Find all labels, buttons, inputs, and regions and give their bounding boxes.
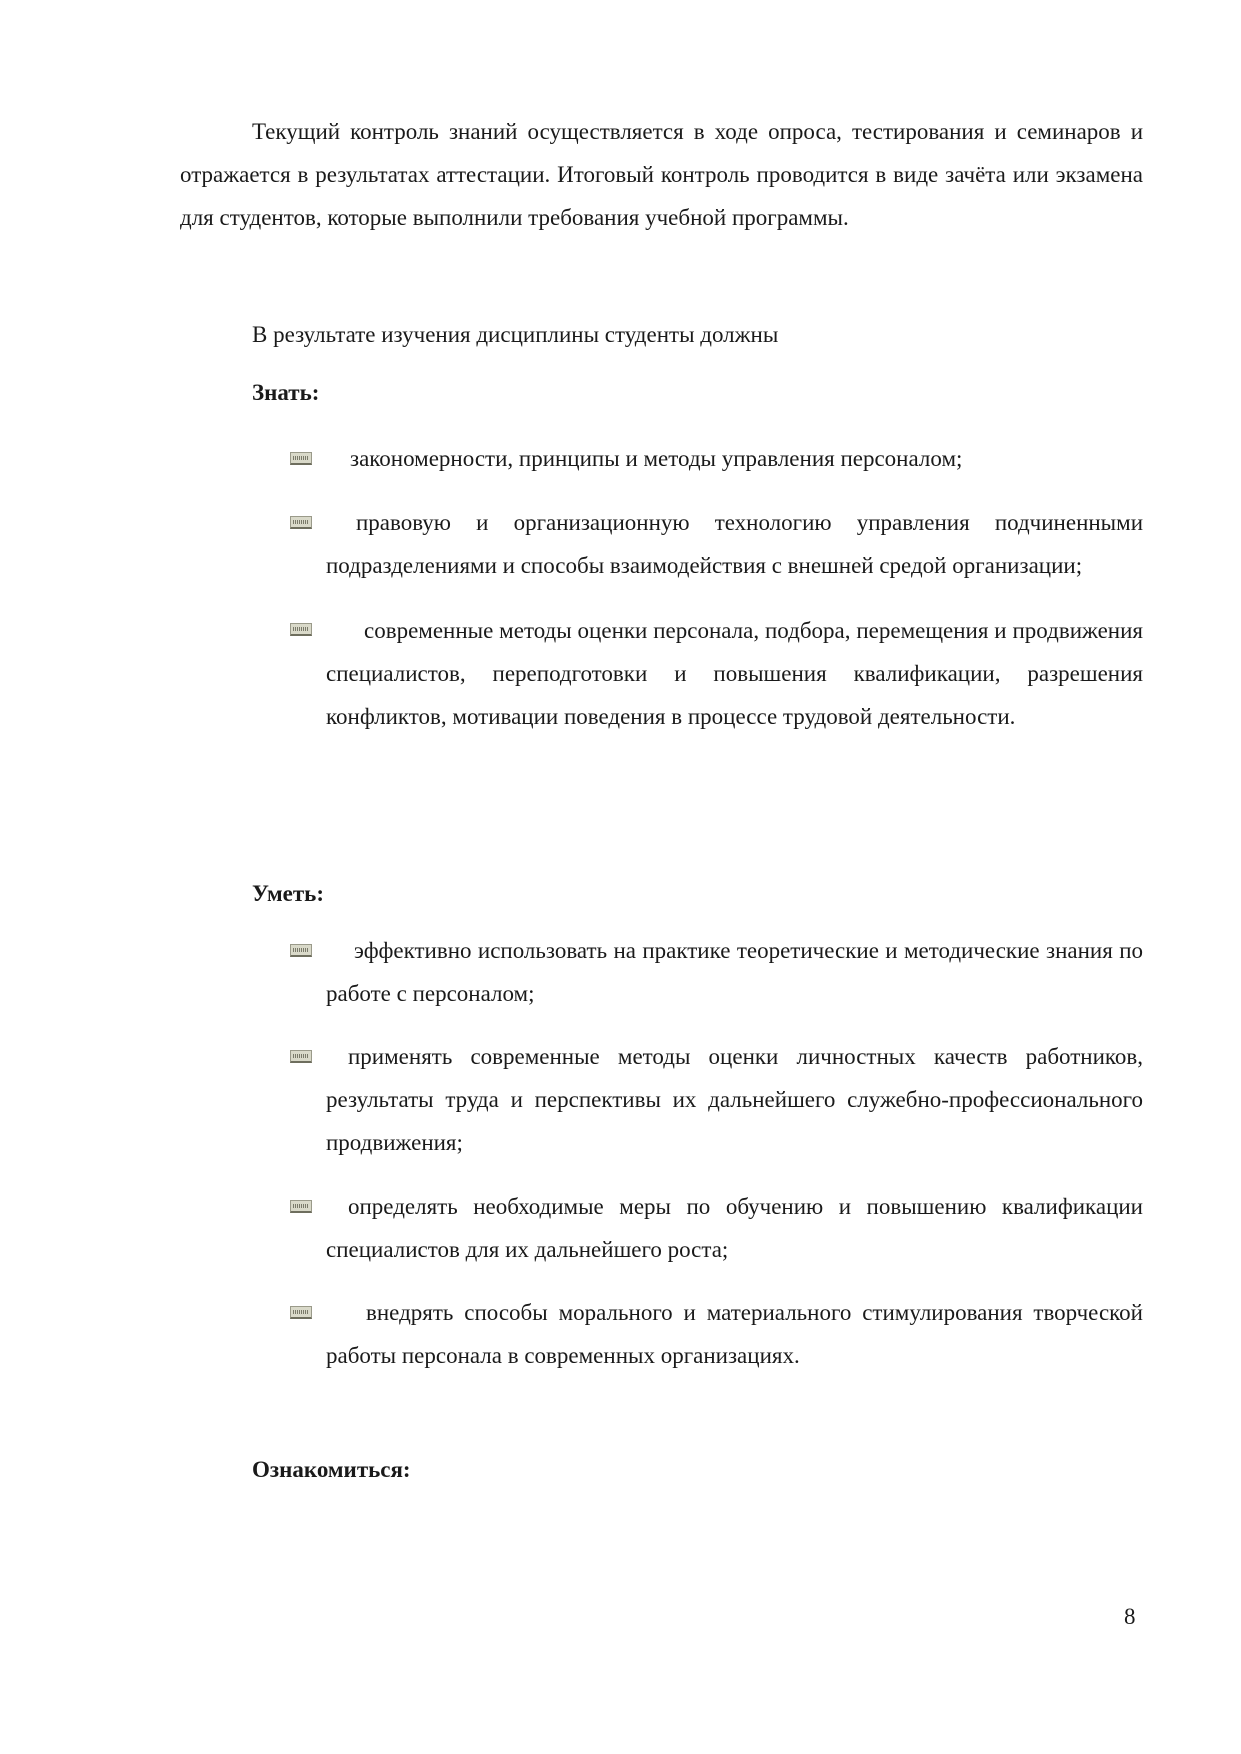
page-number: 8	[1124, 1604, 1136, 1629]
familiarize-heading: Ознакомиться:	[252, 1457, 411, 1482]
be-able-item: применять современные методы оценки личностных качеств работников, результаты труда и перспективы их дальнейшего служебно-профессионального продвижения;	[326, 1044, 1143, 1155]
bullet-icon	[290, 1200, 312, 1213]
know-item: современные методы оценки персонала, подбора, перемещения и продвижения специалистов, переподготовки и повышения квалификации, разрешения конфликтов, мотивации поведения в процессе трудовой деятельности.	[326, 618, 1143, 729]
result-intro: В результате изучения дисциплины студенты должны	[252, 322, 779, 347]
be-able-heading: Уметь:	[252, 881, 324, 906]
bullet-icon	[290, 516, 312, 529]
be-able-item: эффективно использовать на практике теоретические и методические знания по работе с персоналом;	[326, 938, 1143, 1006]
be-able-item: определять необходимые меры по обучению и повышению квалификации специалистов для их дальнейшего роста;	[326, 1194, 1143, 1262]
bullet-icon	[290, 1306, 312, 1319]
know-heading: Знать:	[252, 380, 320, 405]
know-item: правовую и организационную технологию управления подчиненными подразделениями и способы взаимодействия с внешней средой организации;	[326, 510, 1143, 578]
be-able-item: внедрять способы морального и материального стимулирования творческой работы персонала в современных организациях.	[326, 1300, 1143, 1368]
bullet-icon	[290, 944, 312, 957]
intro-paragraph: Текущий контроль знаний осуществляется в ходе опроса, тестирования и семинаров и отражается в результатах аттестации. Итоговый контроль проводится в виде зачёта или экзамена для студентов, которые выполнили требования учебной программы.	[180, 119, 1143, 230]
bullet-icon	[290, 623, 312, 636]
know-item: закономерности, принципы и методы управления персоналом;	[350, 446, 963, 471]
bullet-icon	[290, 452, 312, 465]
bullet-icon	[290, 1050, 312, 1063]
